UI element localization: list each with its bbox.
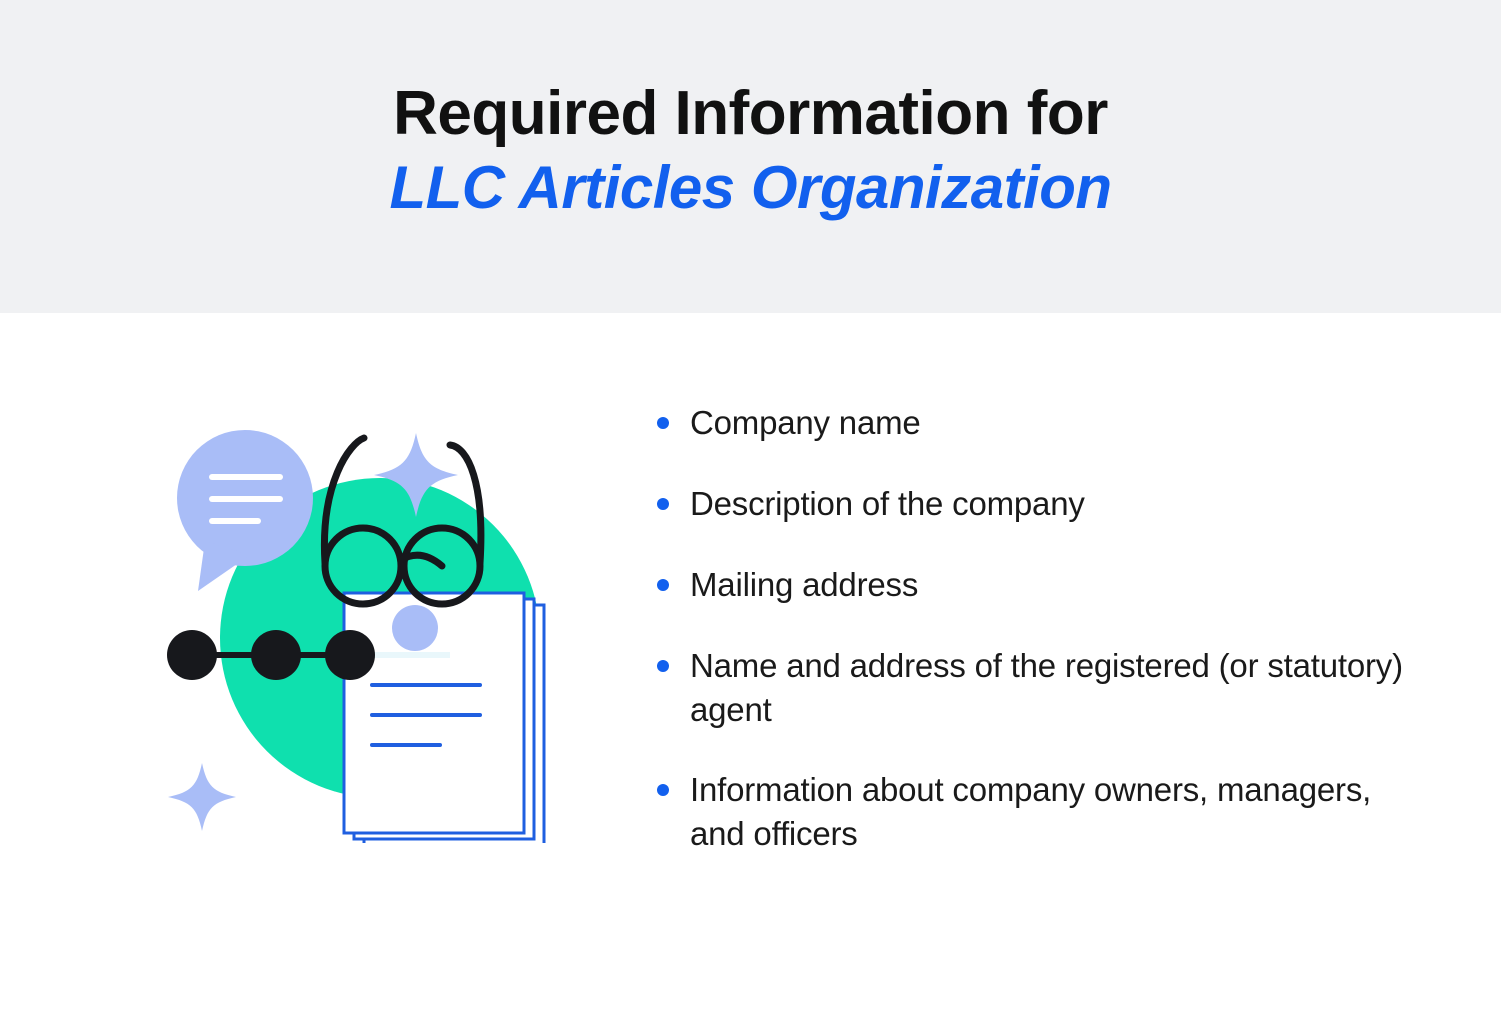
document-accent-dot — [392, 605, 438, 651]
bullet-dot-icon — [657, 498, 669, 510]
list-item-label: Company name — [690, 404, 921, 441]
header-band — [0, 0, 1501, 313]
sparkle-icon-bottom — [168, 763, 236, 831]
requirements-list — [655, 401, 1415, 856]
page-title-primary: Required Information for — [393, 78, 1108, 148]
illustration — [150, 423, 610, 843]
document-stack — [344, 593, 544, 843]
body-area — [0, 313, 1501, 1015]
bullet-dot-icon — [657, 660, 669, 672]
bullet-dot-icon — [657, 417, 669, 429]
list-item — [655, 482, 1415, 526]
list-item-label: Name and address of the registered (or statutory) agent — [690, 646, 1403, 728]
list-item-label: Mailing address — [690, 565, 919, 603]
list-item — [655, 401, 1415, 445]
page-title-secondary: LLC Articles Organization — [389, 154, 1112, 222]
list-item-label: Description of the company — [690, 484, 1085, 522]
bullet-dot-icon — [657, 784, 669, 796]
list-item — [655, 644, 1415, 732]
list-item — [655, 563, 1415, 607]
list-item-label: Information about company owners, managers, and officers — [690, 771, 1372, 853]
list-item — [655, 768, 1415, 856]
bullet-dot-icon — [657, 579, 669, 591]
